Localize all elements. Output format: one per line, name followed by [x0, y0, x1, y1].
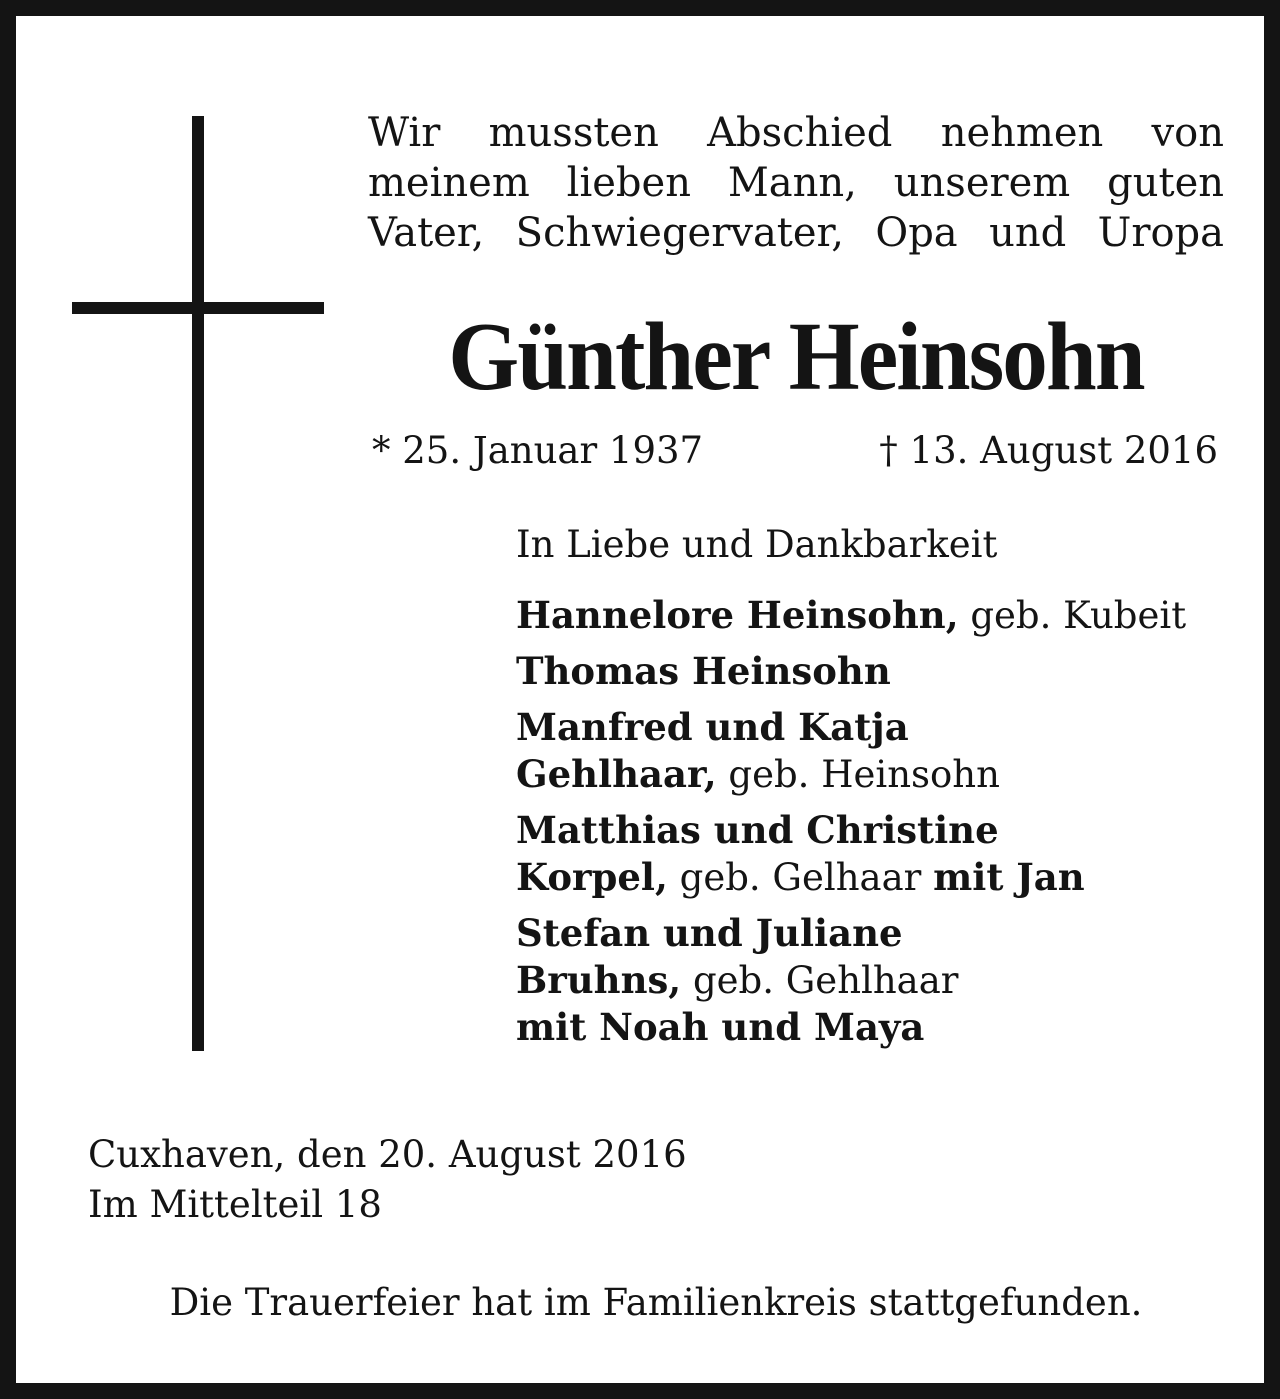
family-entry	[516, 648, 1236, 695]
intro-line: Wir mussten Abschied nehmen von	[368, 110, 1224, 156]
place-block	[88, 1130, 687, 1230]
cross-icon-horizontal-bar	[72, 302, 324, 314]
family-suffix: mit Jan	[933, 855, 1085, 899]
family-first-names: Stefan und Juliane	[516, 911, 903, 955]
family-name: Korpel,	[516, 855, 668, 899]
address-line: Im Mittelteil 18	[88, 1183, 382, 1226]
family-entry	[516, 910, 1236, 1051]
family-entry	[516, 704, 1236, 798]
family-entry	[516, 807, 1236, 901]
family-note: geb. Gelhaar	[667, 856, 934, 899]
family-name: Gehlhaar,	[516, 752, 717, 796]
family-entry	[516, 592, 1236, 639]
family-name: Hannelore Heinsohn,	[516, 593, 959, 637]
family-note: geb. Kubeit	[958, 594, 1187, 637]
family-name: Bruhns,	[516, 958, 682, 1002]
family-note: geb. Gehlhaar	[681, 959, 959, 1002]
deceased-name: Günther Heinsohn	[448, 303, 1144, 411]
intro-line: meinem lieben Mann, unserem guten	[368, 160, 1224, 206]
thanks-line: In Liebe und Dankbarkeit	[516, 523, 998, 566]
birth-date: * 25. Januar 1937	[372, 429, 704, 472]
intro-line: Vater, Schwiegervater, Opa und Uropa	[368, 210, 1224, 256]
family-list	[516, 592, 1236, 1060]
death-date: † 13. August 2016	[879, 429, 1218, 472]
family-suffix: mit Noah und Maya	[516, 1005, 925, 1049]
cross-icon-vertical-bar	[192, 116, 204, 1051]
ceremony-note: Die Trauerfeier hat im Familienkreis stattgefunden.	[169, 1281, 1143, 1324]
family-name: Thomas Heinsohn	[516, 649, 891, 693]
place-date-line: Cuxhaven, den 20. August 2016	[88, 1133, 687, 1176]
family-note: geb. Heinsohn	[716, 753, 1000, 796]
family-first-names: Manfred und Katja	[516, 705, 909, 749]
family-first-names: Matthias und Christine	[516, 808, 999, 852]
intro-text	[368, 108, 1224, 258]
